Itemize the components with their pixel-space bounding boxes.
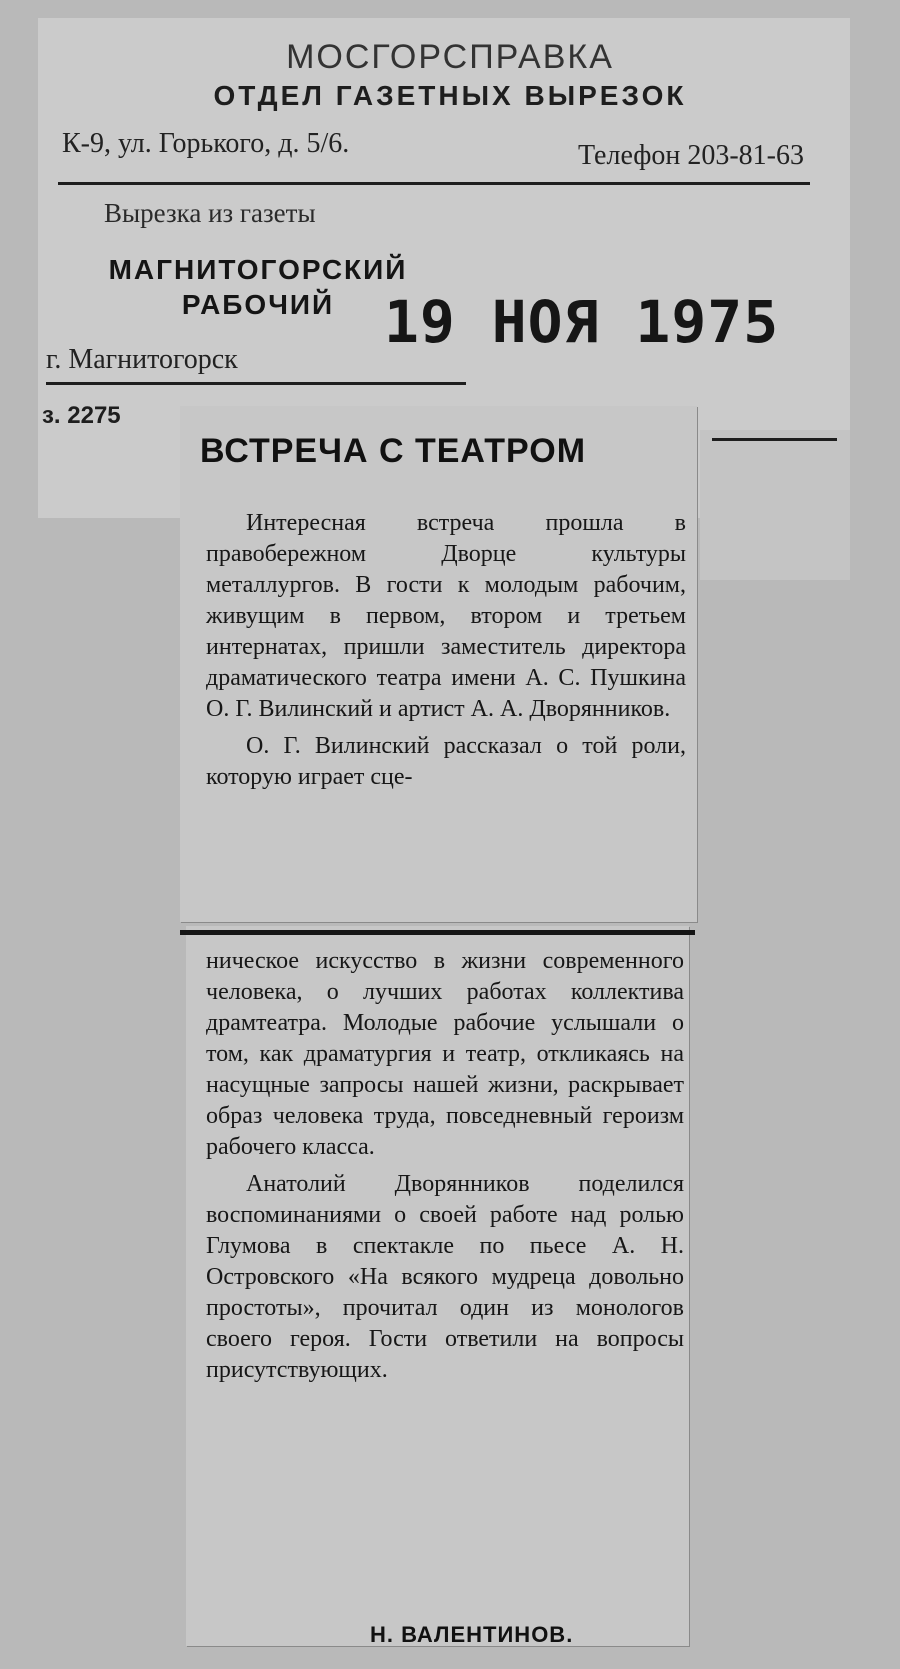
- article-title: ВСТРЕЧА С ТЕАТРОМ: [200, 432, 587, 470]
- stamp-rule: [712, 438, 837, 441]
- city-text: г. Магнитогорск: [46, 344, 238, 375]
- newspaper-name-line2: РАБОЧИЙ: [181, 289, 335, 320]
- header-divider: [58, 182, 810, 185]
- city-underline: [46, 382, 466, 385]
- organization-name: МОСГОРСПРАВКА: [286, 38, 614, 76]
- article-paragraph-2-start: О. Г. Вилинский рассказал о той роли, которую играет сце-: [206, 733, 686, 790]
- article-paragraph-3: Анатолий Дворянников поделился воспоминаниями о своей работе над ролью Глумова в спектакле по пьесе А. Н. Островского «На всякого мудреца довольно простоты», прочитал один из монологов своего героя. Гости ответили на вопросы присутствующих.: [206, 1171, 684, 1383]
- card-edge: [700, 430, 850, 580]
- article-column-bottom: [206, 946, 684, 1386]
- order-number: з. 2275: [42, 402, 121, 429]
- address-text: К-9, ул. Горького, д. 5/6.: [62, 128, 350, 159]
- date-stamp: 19 НОЯ 1975: [384, 288, 780, 356]
- clipping-join-line: [180, 930, 695, 935]
- phone-text: Телефон 203-81-63: [578, 140, 804, 171]
- department-name: ОТДЕЛ ГАЗЕТНЫХ ВЫРЕЗОК: [213, 80, 687, 111]
- article-column-top: [206, 508, 686, 793]
- article-paragraph-2-continued: ническое искусство в жизни современного человека, о лучших работах коллектива драмтеатра. Молодые рабочие услышали о том, как драматургия и театр, откликаясь на насущные запросы нашей жизни, раскрывает образ человека труда, повседневный героизм рабочего класса.: [206, 948, 684, 1160]
- newspaper-name-line1: МАГНИТОГОРСКИЙ: [108, 254, 408, 285]
- article-paragraph-1: Интересная встреча прошла в правобережном Дворце культуры металлургов. В гости к молодым рабочим, живущим в первом, втором и третьем интернатах, пришли заместитель директора драматического театра имени А. С. Пушкина О. Г. Вилинский и артист А. А. Дворянников.: [206, 510, 686, 722]
- clip-label: Вырезка из газеты: [104, 198, 316, 228]
- article-author: Н. ВАЛЕНТИНОВ.: [370, 1622, 574, 1647]
